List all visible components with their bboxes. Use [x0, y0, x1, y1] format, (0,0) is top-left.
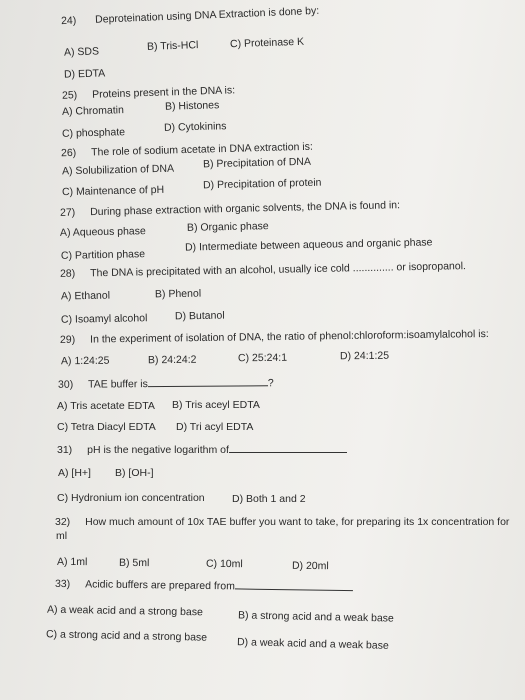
option-b: B) 24:24:2: [147, 353, 197, 367]
question-text: Acidic buffers are prepared from: [85, 578, 235, 593]
question-number: 26): [60, 146, 77, 160]
question-29: [60, 328, 489, 347]
question-number: 33): [54, 577, 71, 591]
option-d: D) EDTA: [63, 67, 106, 81]
option-a: A) Aqueous phase: [59, 225, 146, 239]
question-text: How much amount of 10x TAE buffer you want to take, for preparing its 1x concentration for: [85, 516, 510, 528]
option-d: D) Butanol: [174, 309, 225, 323]
option-b: B) Tris-HCl: [146, 39, 199, 53]
option-a: A) [H+]: [58, 467, 91, 479]
option-c: C) Partition phase: [60, 248, 146, 262]
question-text: Proteins present in the DNA is:: [91, 84, 236, 101]
option-a: A) Tris acetate EDTA: [57, 400, 155, 412]
option-d: D) Precipitation of protein: [202, 176, 322, 192]
question-text: Deproteination using DNA Extraction is done by:: [94, 4, 320, 26]
question-32: [55, 516, 509, 529]
option-a: A) 1ml: [56, 555, 88, 569]
option-b: B) Phenol: [154, 287, 202, 301]
question-text-suffix: ?: [267, 377, 274, 390]
question-number: 29): [59, 333, 76, 346]
option-b: B) 5ml: [118, 556, 150, 570]
option-d: D) Tri acyl EDTA: [176, 421, 254, 433]
answer-blank: [229, 443, 347, 453]
question-30: [58, 376, 274, 392]
question-number: 27): [59, 206, 76, 219]
option-a: A) Ethanol: [60, 289, 111, 303]
question-number: 25): [61, 89, 78, 102]
option-c: C) Isoamyl alcohol: [60, 312, 148, 326]
option-b: B) Tris aceyl EDTA: [172, 399, 260, 411]
question-33: [55, 577, 353, 595]
option-b: B) [OH-]: [115, 467, 154, 479]
question-text: TAE buffer is: [88, 378, 148, 391]
option-a: A) Chromatin: [61, 104, 125, 118]
option-a: A) SDS: [63, 45, 100, 59]
option-d: D) 20ml: [291, 559, 329, 573]
question-number: 32): [55, 516, 71, 528]
question-text: During phase extraction with organic solvents, the DNA is found in:: [89, 199, 401, 219]
option-b: B) Histones: [164, 99, 220, 113]
question-text: pH is the negative logarithm of: [87, 444, 229, 456]
option-a: A) a weak acid and a strong base: [46, 603, 203, 619]
option-d: D) 24:1:25: [339, 349, 390, 363]
question-32-continuation: ml: [56, 530, 68, 542]
option-c: C) Tetra Diacyl EDTA: [57, 421, 156, 433]
question-text: In the experiment of isolation of DNA, the ratio of phenol:chloroform:isoamylalcohol is:: [90, 328, 489, 346]
question-number: 28): [59, 267, 76, 280]
question-text: The DNA is precipitated with an alcohol, usually ice cold .............. or isopropanol.: [90, 260, 467, 280]
option-c: C) Hydronium ion concentration: [57, 492, 205, 504]
question-27: [60, 199, 400, 220]
option-b: B) Organic phase: [186, 220, 269, 234]
question-number: 24): [60, 14, 77, 28]
option-d: D) Cytokinins: [163, 120, 227, 134]
question-number: 31): [57, 444, 73, 456]
option-c: C) 10ml: [205, 557, 243, 571]
question-24: [61, 5, 320, 28]
answer-blank: [235, 579, 353, 591]
option-c: C) Proteinase K: [229, 35, 305, 51]
answer-blank: [148, 376, 268, 387]
question-number: 30): [57, 378, 74, 391]
option-a: A) 1:24:25: [60, 354, 110, 368]
question-28: [60, 260, 466, 281]
question-31: [57, 443, 347, 457]
option-c: C) a strong acid and a strong base: [45, 628, 208, 644]
option-a: A) Solubilization of DNA: [61, 162, 175, 178]
option-c: C) phosphate: [61, 126, 126, 140]
question-text: The role of sodium acetate in DNA extraction is:: [90, 140, 313, 159]
option-c: C) 25:24:1: [237, 351, 288, 365]
option-b: B) Precipitation of DNA: [202, 155, 312, 171]
option-b: B) a strong acid and a weak base: [237, 609, 394, 625]
option-c: C) Maintenance of pH: [61, 183, 165, 199]
option-d: D) Intermediate between aqueous and organic phase: [184, 236, 433, 254]
option-d: D) Both 1 and 2: [232, 493, 306, 505]
option-d: D) a weak acid and a weak base: [236, 636, 389, 652]
